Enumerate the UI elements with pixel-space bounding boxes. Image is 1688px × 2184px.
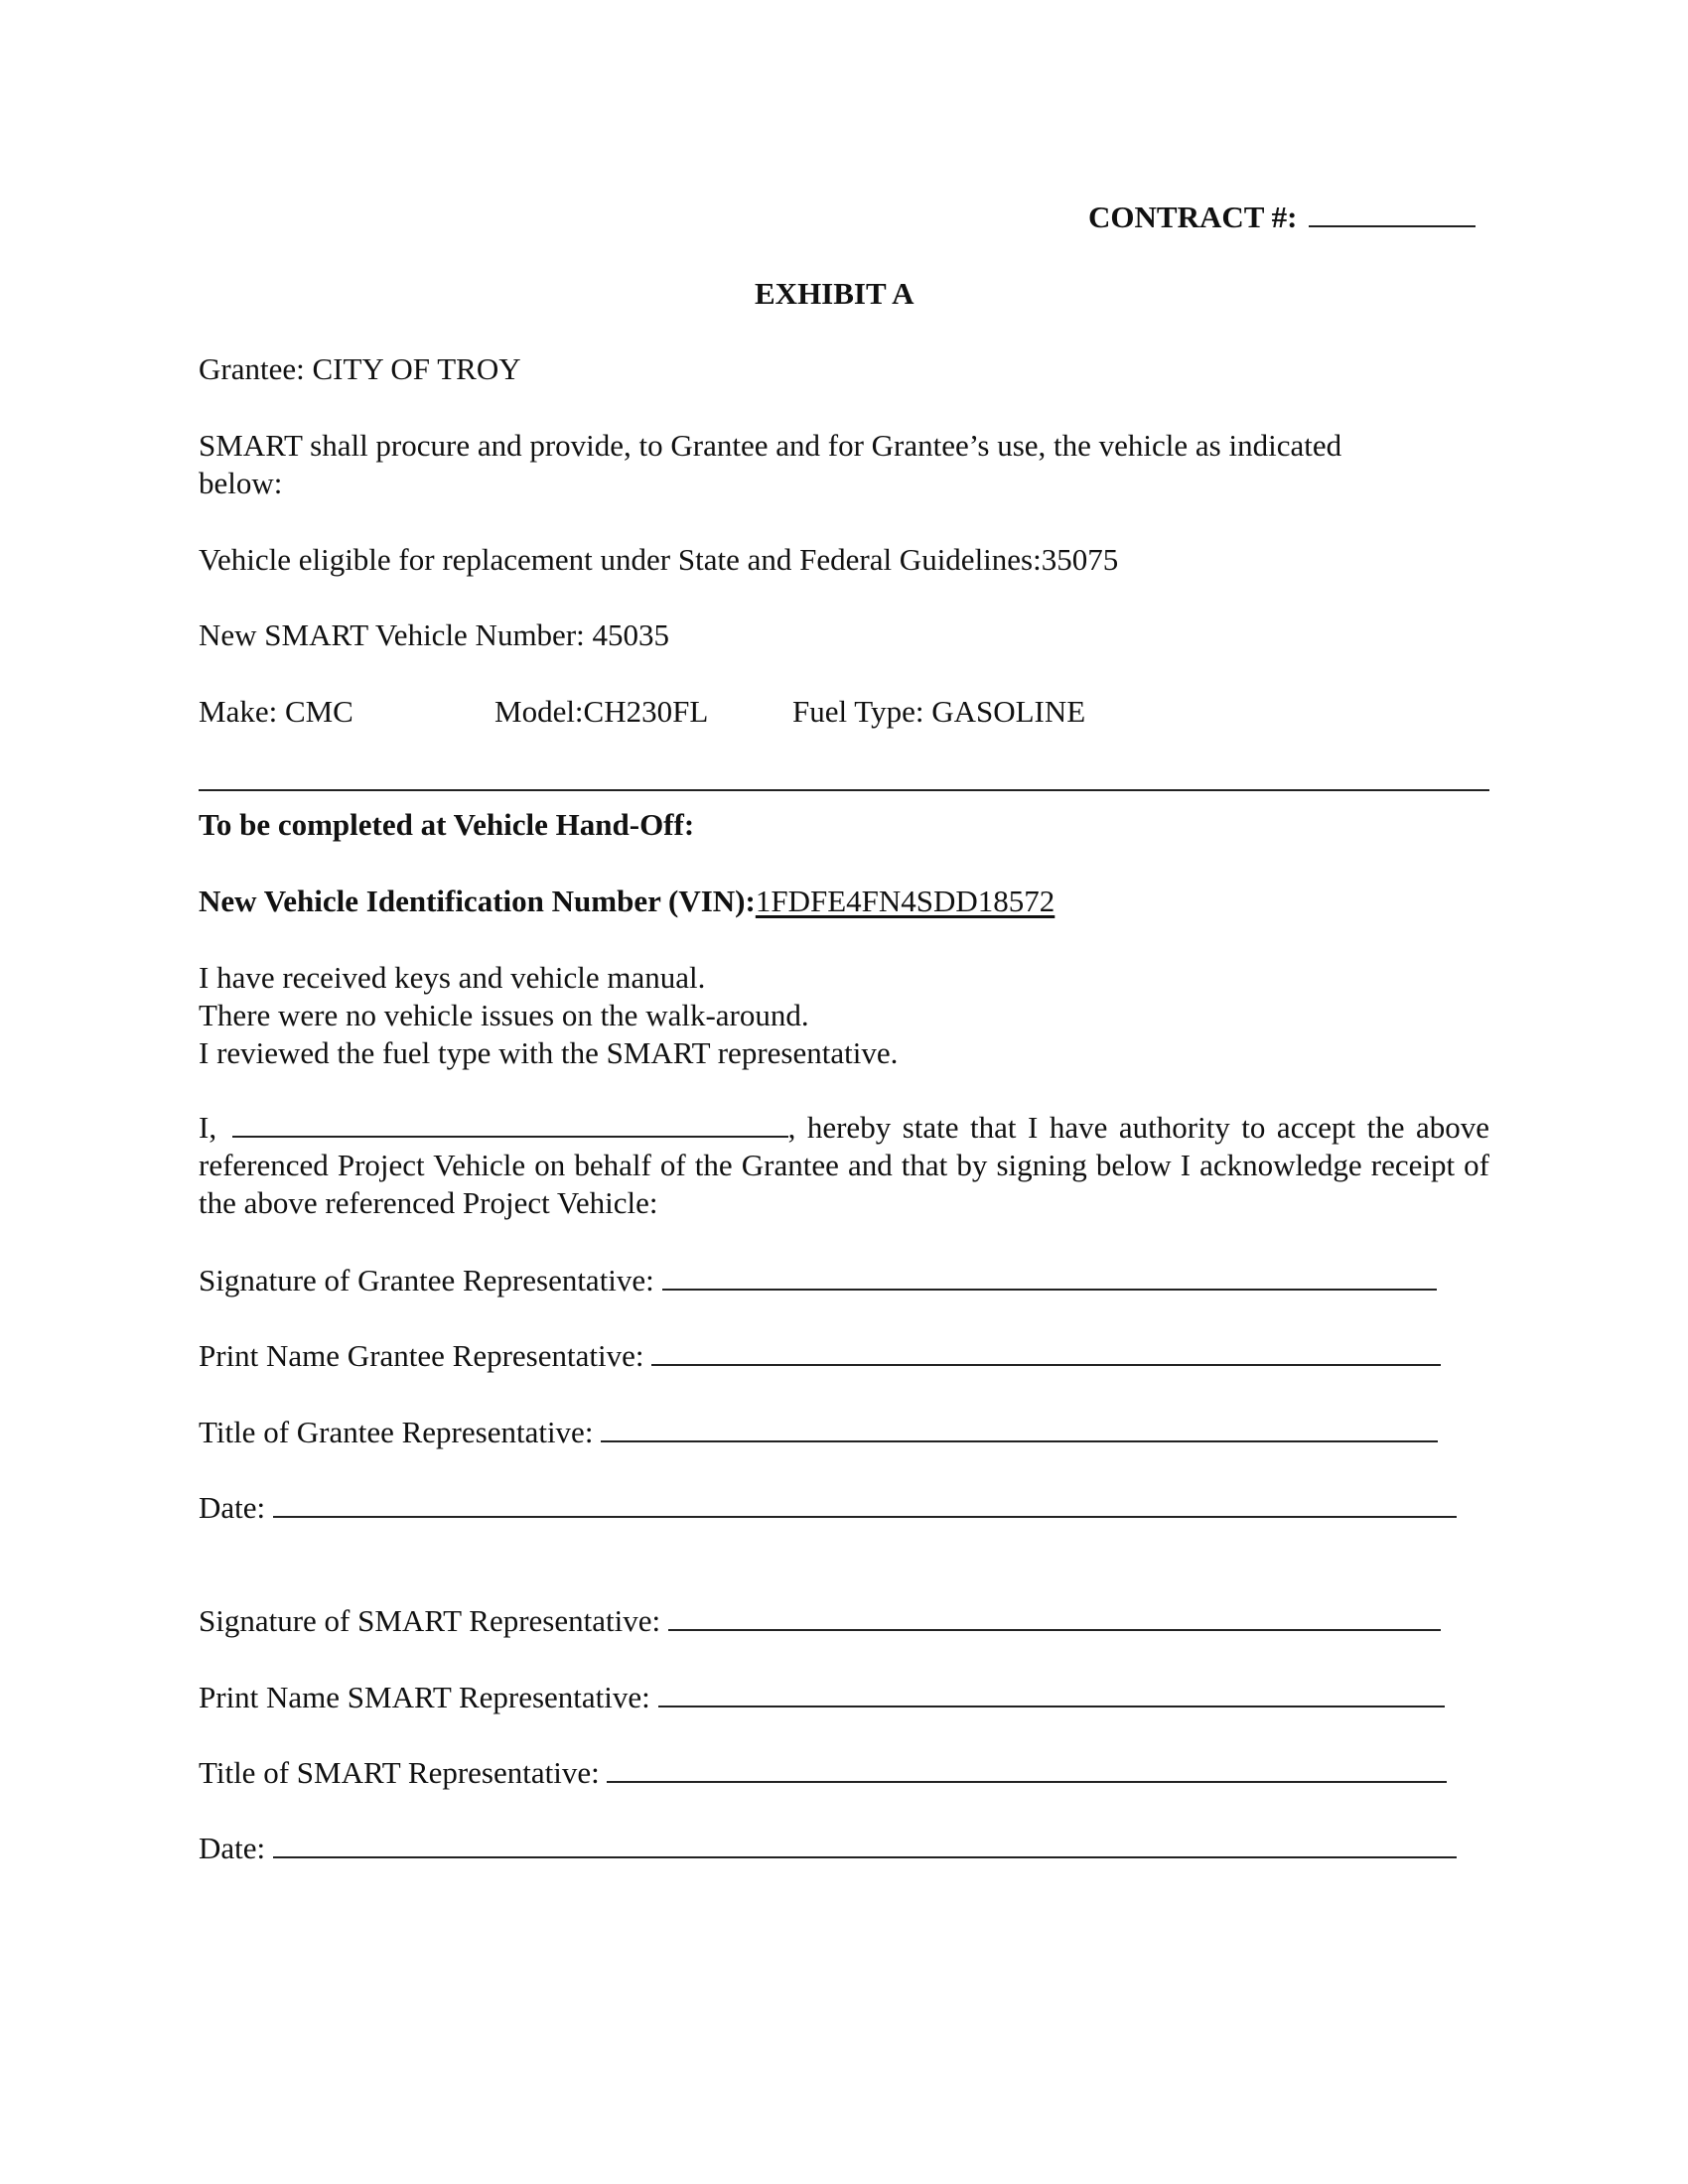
smart-print-name-field[interactable] — [658, 1682, 1445, 1707]
smart-date-label: Date: — [199, 1831, 266, 1865]
new-vehicle-number-line: New SMART Vehicle Number: 45035 — [199, 617, 670, 652]
contract-number-field[interactable] — [1309, 202, 1476, 227]
vin-label: New Vehicle Identification Number (VIN): — [199, 884, 756, 918]
grantee-date-label: Date: — [199, 1490, 266, 1525]
grantee-signature-row — [199, 1262, 1437, 1298]
smart-signature-row — [199, 1602, 1441, 1639]
vehicle-fuel-type: Fuel Type: GASOLINE — [792, 694, 1086, 729]
checklist-item: There were no vehicle issues on the walk-around. — [199, 998, 809, 1032]
grantee-print-name-row — [199, 1337, 1441, 1374]
smart-signature-field[interactable] — [668, 1605, 1441, 1631]
grantee-title-row — [199, 1414, 1438, 1450]
grantee-print-name-label: Print Name Grantee Representative: — [199, 1338, 644, 1373]
grantee-date-field[interactable] — [273, 1492, 1457, 1518]
authority-name-field[interactable] — [232, 1112, 788, 1138]
smart-date-field[interactable] — [273, 1833, 1457, 1858]
vin-line — [199, 883, 1055, 919]
authority-prefix: I, — [199, 1110, 217, 1145]
smart-date-row — [199, 1830, 1457, 1866]
vin-value: 1FDFE4FN4SDD18572 — [755, 884, 1055, 918]
grantee-title-label: Title of Grantee Representative: — [199, 1415, 594, 1449]
intro-line-1: SMART shall procure and provide, to Grantee and for Grantee’s use, the vehicle as indicated — [199, 428, 1342, 463]
checklist-item: I reviewed the fuel type with the SMART representative. — [199, 1035, 899, 1070]
grantee-title-field[interactable] — [601, 1417, 1438, 1442]
grantee-line: Grantee: CITY OF TROY — [199, 351, 521, 386]
contract-number-line — [1088, 199, 1476, 235]
exhibit-title: EXHIBIT A — [755, 276, 914, 311]
smart-title-field[interactable] — [607, 1757, 1447, 1783]
smart-print-name-row — [199, 1679, 1445, 1715]
contract-label: CONTRACT #: — [1088, 200, 1298, 234]
smart-title-row — [199, 1754, 1447, 1791]
section-divider — [199, 789, 1489, 791]
intro-line-2: below: — [199, 466, 283, 500]
vehicle-model: Model:CH230FL — [494, 694, 709, 729]
checklist-item: I have received keys and vehicle manual. — [199, 960, 706, 995]
grantee-print-name-field[interactable] — [651, 1340, 1441, 1366]
smart-print-name-label: Print Name SMART Representative: — [199, 1680, 650, 1714]
authority-statement — [199, 1109, 1489, 1222]
grantee-signature-field[interactable] — [662, 1265, 1437, 1291]
grantee-date-row — [199, 1489, 1457, 1526]
grantee-signature-label: Signature of Grantee Representative: — [199, 1263, 654, 1297]
authority-text: , hereby state that I have authority to accept the above referenced Project Vehicle on behalf of the Grantee and that by signing below I acknowledge receipt of the above referenced Project Vehicle: — [199, 1110, 1489, 1220]
eligible-vehicle-line: Vehicle eligible for replacement under State and Federal Guidelines:35075 — [199, 542, 1119, 577]
smart-title-label: Title of SMART Representative: — [199, 1755, 600, 1790]
smart-signature-label: Signature of SMART Representative: — [199, 1603, 661, 1638]
handoff-heading: To be completed at Vehicle Hand-Off: — [199, 807, 695, 842]
vehicle-make: Make: CMC — [199, 694, 353, 729]
